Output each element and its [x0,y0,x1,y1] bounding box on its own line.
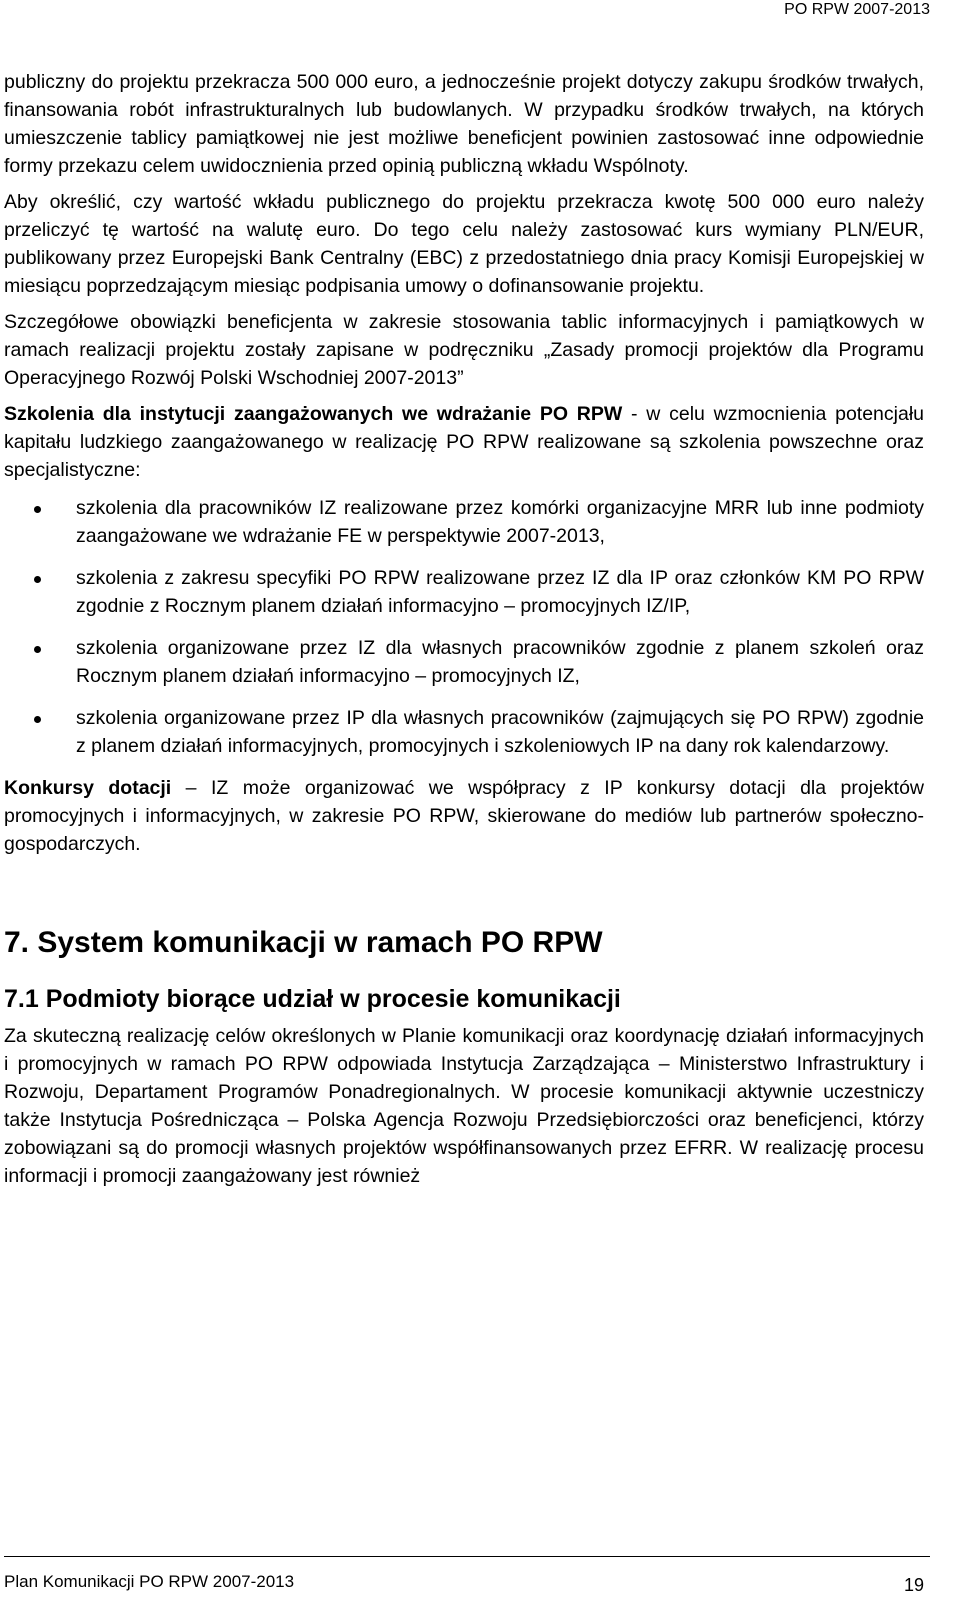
page-body [4,68,924,1190]
bullet-icon [34,716,41,723]
trainings-lead: Szkolenia dla instytucji zaangażowanych we wdrażanie PO RPW [4,403,623,425]
page-number: 19 [903,1575,924,1595]
list-item-text: szkolenia dla pracowników IZ realizowane przez komórki organizacyjne MRR lub inne podmioty zaangażowane we wdrażanie FE w perspektywie 2007-2013, [76,497,924,547]
paragraph-trainings [4,400,924,484]
paragraph-fixed-assets: publiczny do projektu przekracza 500 000 euro, a jednocześnie projekt dotyczy zakupu środków trwałych, finansowania robót infrastrukturalnych lub budowlanych. W przypadku środków trwałych, na których umieszczenie tablicy pamiątkowej nie jest możliwe beneficjent powinien zastosować inne odpowiednie formy przekazu celem uwidocznienia przed opinią publiczną wkładu Wspólnoty. [4,71,924,177]
subsection-heading: 7.1 Podmioty biorące udział w procesie komunikacji [4,985,621,1013]
footer-document-title: Plan Komunikacji PO RPW 2007-2013 [4,1572,295,1591]
bullet-icon [34,506,41,513]
list-item-text: szkolenia organizowane przez IP dla własnych pracowników (zajmujących się PO RPW) zgodnie z planem działań informacyjnych, promocyjnych i szkoleniowych IP na dany rok kalendarzowy. [76,707,924,757]
footer-divider [4,1556,930,1557]
trainings-text: - w celu wzmocnienia potencjału kapitału ludzkiego zaangażowanego w realizację PO RPW realizowane są szkolenia powszechne oraz specjalistyczne: [4,403,924,481]
paragraph-grant-competitions [4,774,924,858]
training-list [4,494,924,760]
list-item-text: szkolenia organizowane przez IZ dla własnych pracowników zgodnie z planem szkoleń oraz Rocznym planem działań informacyjno – promocyjnych IZ, [76,637,924,687]
list-item [4,634,924,690]
list-item-text: szkolenia z zakresu specyfiki PO RPW realizowane przez IZ dla IP oraz członków KM PO RPW zgodnie z Rocznym planem działań informacyjno – promocyjnych IZ/IP, [76,567,924,617]
bullet-icon [34,576,41,583]
bullet-icon [34,646,41,653]
grants-lead: Konkursy dotacji [4,777,172,799]
paragraph-exchange-rate: Aby określić, czy wartość wkładu publicznego do projektu przekracza kwotę 500 000 euro należy przeliczyć tę wartość na walutę euro. Do tego celu należy zastosować kurs wymiany PLN/EUR, publikowany przez Europejski Bank Centralny (EBC) z przedostatniego dnia pracy Komisji Europejskiej w miesiącu poprzedzającym miesiąc podpisania umowy o dofinansowanie projektu. [4,191,924,297]
section-heading: 7. System komunikacji w ramach PO RPW [4,926,603,959]
list-item [4,564,924,620]
grants-text: – IZ może organizować we współpracy z IP konkursy dotacji dla projektów promocyjnych i informacyjnych, w zakresie PO RPW, skierowane do mediów lub partnerów społeczno-gospodarczych. [4,777,925,855]
paragraph-beneficiary-obligations: Szczegółowe obowiązki beneficjenta w zakresie stosowania tablic informacyjnych i pamiątkowych w ramach realizacji projektu zostały zapisane w podręczniku „Zasady promocji projektów dla Programu Operacyjnego Rozwój Polski Wschodniej 2007-2013” [4,311,924,389]
running-header: PO RPW 2007-2013 [784,1,930,18]
paragraph-communication-bodies: Za skuteczną realizację celów określonych w Planie komunikacji oraz koordynację działań informacyjnych i promocyjnych w ramach PO RPW odpowiada Instytucja Zarządzająca – Ministerstwo Infrastruktury i Rozwoju, Departament Programów Ponadregionalnych. W procesie komunikacji aktywnie uczestniczy także Instytucja Pośrednicząca – Polska Agencja Rozwoju Przedsiębiorczości oraz beneficjenci, którzy zobowiązani są do promocji własnych projektów współfinansowanych przez EFRR. W realizację procesu informacji i promocji zaangażowany jest również [4,1025,924,1187]
list-item [4,494,924,550]
list-item [4,704,924,760]
